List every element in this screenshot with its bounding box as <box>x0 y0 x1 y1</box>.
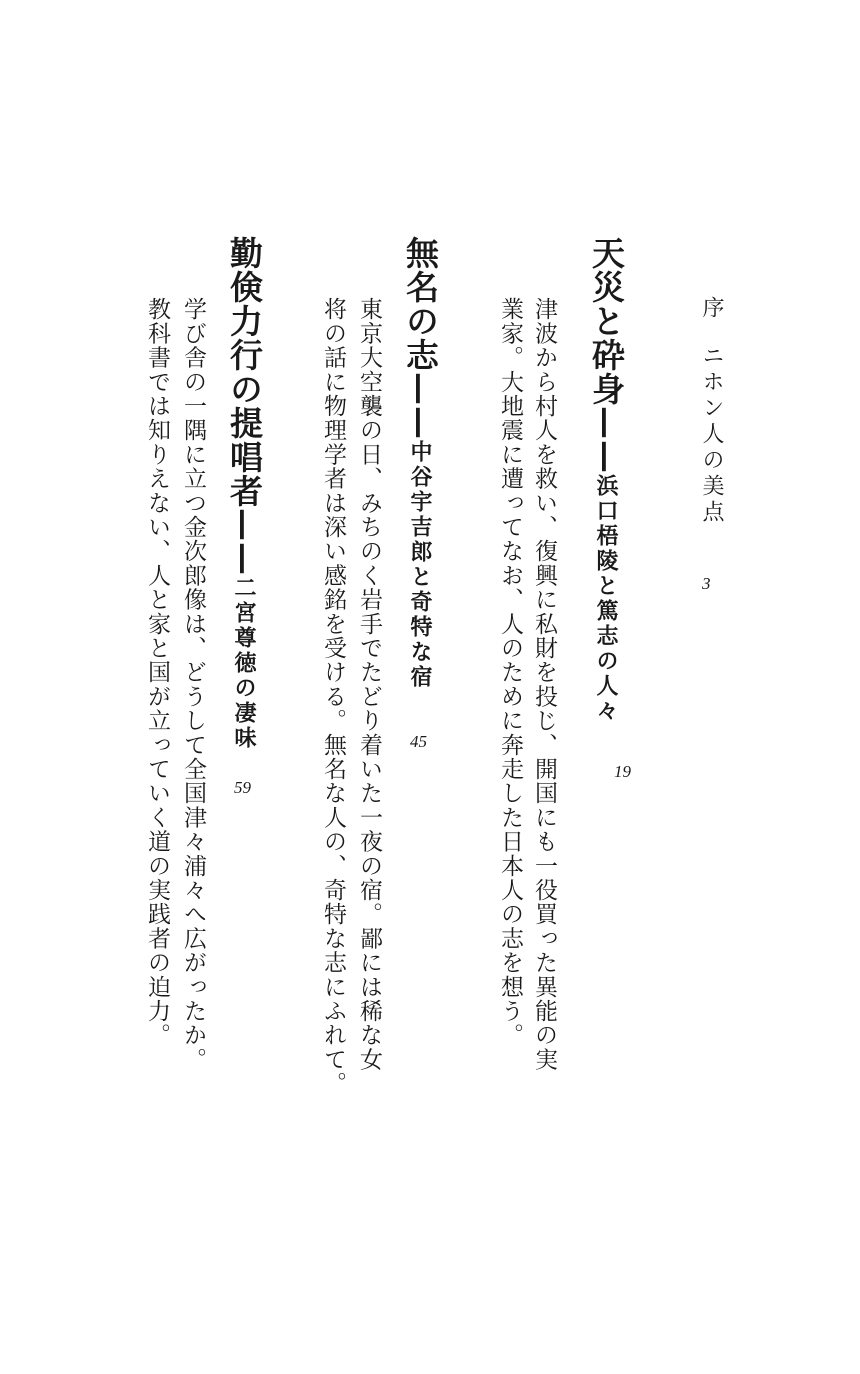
preface-page-number: 3 <box>702 574 711 593</box>
toc-entry-3-heading[interactable] <box>226 236 262 751</box>
entry-1-subtitle: 浜口梧陵と篤志の人々 <box>593 474 619 724</box>
toc-entry-1-heading[interactable] <box>588 236 624 724</box>
entry-3-title: 勤倹力行の提唱者 <box>225 236 264 508</box>
entry-2-subtitle: 中谷宇吉郎と奇特な宿 <box>407 440 433 690</box>
preface-line <box>696 296 727 526</box>
preface-title: ニホン人の美点 <box>699 344 724 526</box>
entry-1-desc-line-2: 業家。大地震に遭ってなお、人のために奔走した日本人の志を想う。 <box>497 297 523 1048</box>
entry-3-desc-line-2: 教科書では知りえない、人と家と国が立っていく道の実践者の迫力。 <box>144 297 170 1048</box>
entry-3-subtitle: 二宮尊徳の凄味 <box>231 576 257 751</box>
entry-2-page-number: 45 <box>410 732 427 751</box>
entry-1-page-number: 19 <box>614 762 631 781</box>
entry-2-desc-line-2: 将の話に物理学者は深い感銘を受ける。無名な人の、奇特な志にふれて。 <box>320 297 346 1096</box>
entry-2-desc-line-1: 東京大空襲の日、みちのく岩手でたどり着いた一夜の宿。鄙には稀な女 <box>356 297 382 1072</box>
preface-label: 序 <box>699 296 724 322</box>
entry-2-title: 無名の志 <box>401 236 440 372</box>
entry-2-dash: —— <box>401 372 440 440</box>
entry-3-dash: —— <box>225 508 264 576</box>
entry-3-desc-line-1: 学び舎の一隅に立つ金次郎像は、どうして全国津々浦々へ広がったか。 <box>180 297 206 1072</box>
entry-3-page-number: 59 <box>234 778 251 797</box>
entry-1-title: 天災と砕身 <box>587 236 626 406</box>
toc-entry-2-heading[interactable] <box>402 236 438 690</box>
entry-1-dash: —— <box>587 406 626 474</box>
entry-1-desc-line-1: 津波から村人を救い、復興に私財を投じ、開国にも一役買った異能の実 <box>531 297 557 1072</box>
